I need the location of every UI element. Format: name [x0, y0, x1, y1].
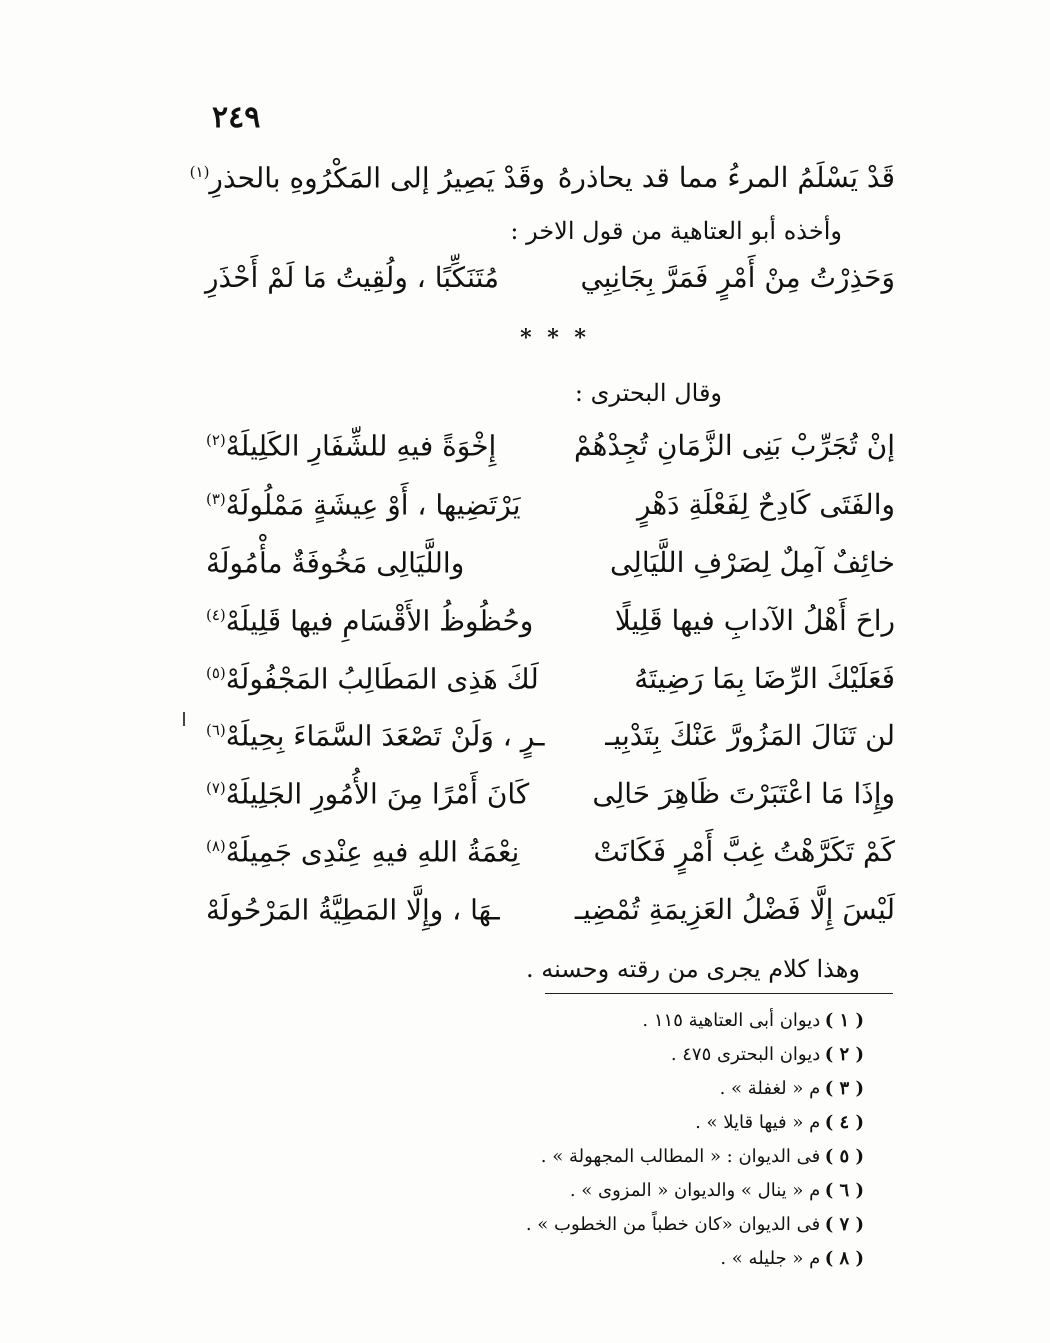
poem-line-second-hemistich-text: يَرْتَضِيها ، أَوْ عِيشَةٍ مَمْلُولَهْ	[225, 488, 521, 522]
footnote-number: ( ٨ )	[824, 1248, 864, 1269]
poem-line	[205, 479, 895, 525]
verse-top-first-hemistich: قَدْ يَسْلَمُ المرءُ مما قد يحاذرهُ	[557, 161, 895, 195]
intro-buhturi: وقال البحترى :	[574, 379, 722, 407]
footnote-text: ديوان أبى العتاهية ١١٥ .	[642, 1010, 821, 1031]
footnote	[480, 1140, 864, 1174]
poem-line-second-hemistich-text: كَانَ أَمْرًا مِنَ الأُمُورِ الجَلِيلَهْ	[225, 777, 530, 811]
verse-top-second-hemistich	[189, 152, 545, 198]
poem-line-first-hemistich: خائِفٌ آمِلٌ لِصَرْفِ اللَّيَالِى	[609, 546, 895, 580]
footnote-text: م « فيها قايلا » .	[695, 1112, 821, 1133]
poem-line-second-hemistich	[205, 595, 545, 641]
footnote	[480, 1208, 864, 1242]
footnote-marker: (٦)	[206, 721, 226, 739]
poem-line-second-hemistich-text: لَكَ هَذِى المَطَالِبُ المَجْفُولَهْ	[225, 662, 539, 696]
footnote-text: ديوان البحترى ٤٧٥ .	[670, 1044, 821, 1065]
footnote-text: فى الديوان : « المطالب المجهولة » .	[540, 1146, 821, 1167]
footnote-number: ( ٤ )	[824, 1112, 864, 1133]
footnote	[480, 1174, 864, 1208]
footnote-marker: (٤)	[206, 606, 226, 624]
footnotes	[480, 1004, 864, 1276]
poem-line-second-hemistich-text: واللَّيَالِى مَخُوفَةٌ مأْمُولَهْ	[206, 546, 465, 580]
poem-line-first-hemistich: وإِذَا مَا اعْتَبَرْتَ ظَاهِرَ حَالِى	[592, 777, 895, 811]
verse-1	[205, 258, 895, 298]
footnote-marker: (٣)	[206, 490, 226, 508]
footnote	[480, 1242, 864, 1276]
poem-line-second-hemistich	[205, 420, 545, 466]
poem-line	[205, 653, 895, 699]
poem-line-first-hemistich: كَمْ تَكَرَّهْتُ غِبَّ أَمْرٍ فَكَانَتْ	[593, 835, 895, 869]
closing-remark: وهذا كلام يجرى من رقته وحسنه .	[526, 955, 860, 983]
poem-line-first-hemistich: والفَتَى كَادِحٌ لِفَعْلَةِ دَهْرٍ	[636, 488, 895, 522]
footnote-number: ( ١ )	[824, 1010, 864, 1031]
poem-line-second-hemistich-text: ـرٍ ، وَلَنْ تَصْعَدَ السَّمَاءَ بِحِيلَهْ	[225, 719, 545, 753]
verse-1-second-hemistich: مُتَنَكِّبًا ، ولُقِيتُ مَا لَمْ أَحْذَرِ	[205, 261, 500, 294]
footnote-text: م « لغفلة » .	[719, 1078, 821, 1099]
footnote-number: ( ٢ )	[824, 1044, 864, 1065]
poem-line-first-hemistich: فَعَلَيْكَ الرِّضَا بِمَا رَضِيتَهُ	[634, 662, 895, 696]
poem-line-first-hemistich: لن تَنَالَ المَزُورَّ عَنْكَ بِتَدْبِيـ	[605, 719, 895, 753]
poem-line-second-hemistich	[205, 710, 545, 756]
footnote-number: ( ٥ )	[824, 1146, 864, 1167]
footnote-marker: (١)	[189, 163, 210, 181]
poem-line-second-hemistich	[205, 884, 545, 930]
margin-mark	[183, 712, 185, 726]
poem-line	[205, 595, 895, 641]
poem-line-second-hemistich-text: ـهَا ، وإِلَّا المَطِيَّةُ المَرْحُولَهْ	[206, 893, 500, 927]
poem-line-second-hemistich	[205, 479, 545, 525]
footnote-marker: (٨)	[206, 837, 226, 855]
poem-line	[205, 768, 895, 814]
poem-line	[205, 826, 895, 872]
poem-line-second-hemistich-text: إِخْوَةً فيهِ للشِّفَارِ الكَلِيلَهْ	[225, 429, 497, 463]
poem-line-first-hemistich: راحَ أَهْلُ الآدابِ فيها قَلِيلًا	[614, 604, 895, 638]
poem-line-second-hemistich	[205, 537, 545, 583]
footnote-marker: (٢)	[206, 431, 226, 449]
section-separator: * * *	[520, 325, 590, 351]
footnote	[480, 1106, 864, 1140]
poem-line-second-hemistich-text: وحُظُوظُ الأَقْسَامِ فيها قَلِيلَهْ	[225, 604, 534, 638]
footnote	[480, 1038, 864, 1072]
footnote-number: ( ٦ )	[824, 1180, 864, 1201]
footnote-divider	[545, 993, 893, 994]
verse-1-first-hemistich: وَحَذِرْتُ مِنْ أَمْرٍ فَمَرَّ بِجَانِبِي	[580, 261, 895, 294]
footnote-marker: (٥)	[206, 664, 226, 682]
footnote-number: ( ٧ )	[824, 1214, 864, 1235]
footnote	[480, 1072, 864, 1106]
poem-line-second-hemistich	[205, 653, 545, 699]
verse-top	[189, 152, 895, 198]
verse-top-second-hemistich-text: وقَدْ يَصِيرُ إلى المَكْرُوهِ بالحذرِ	[209, 161, 545, 195]
poem-line-second-hemistich-text: نِعْمَةُ اللهِ فيهِ عِنْدِى جَمِيلَهْ	[225, 835, 520, 869]
footnote-number: ( ٣ )	[824, 1078, 864, 1099]
poem-line-first-hemistich: لَيْسَ إِلَّا فَضْلُ العَزِيمَةِ تُمْضِيـ	[574, 893, 895, 927]
poem-line-first-hemistich: إنْ تُجَرِّبْ بَنِى الزَّمَانِ تُجِدْهُمْ	[573, 429, 895, 463]
poem-line	[205, 884, 895, 930]
footnote-marker: (٧)	[206, 779, 226, 797]
poem-line-second-hemistich	[205, 826, 545, 872]
poem-line	[205, 710, 895, 756]
page-number: ٢٤٩	[212, 100, 261, 135]
footnote	[480, 1004, 864, 1038]
intro-abu-al-atahiya: وأخذه أبو العتاهية من قول الاخر :	[510, 217, 842, 245]
footnote-text: فى الديوان «كان خطباً من الخطوب » .	[525, 1214, 821, 1235]
footnote-text: م « جليله » .	[720, 1248, 821, 1269]
poem-line-second-hemistich	[205, 768, 545, 814]
footnote-text: م « ينال » والديوان « المزوى » .	[569, 1180, 821, 1201]
poem-line	[205, 420, 895, 466]
poem-line	[205, 537, 895, 583]
